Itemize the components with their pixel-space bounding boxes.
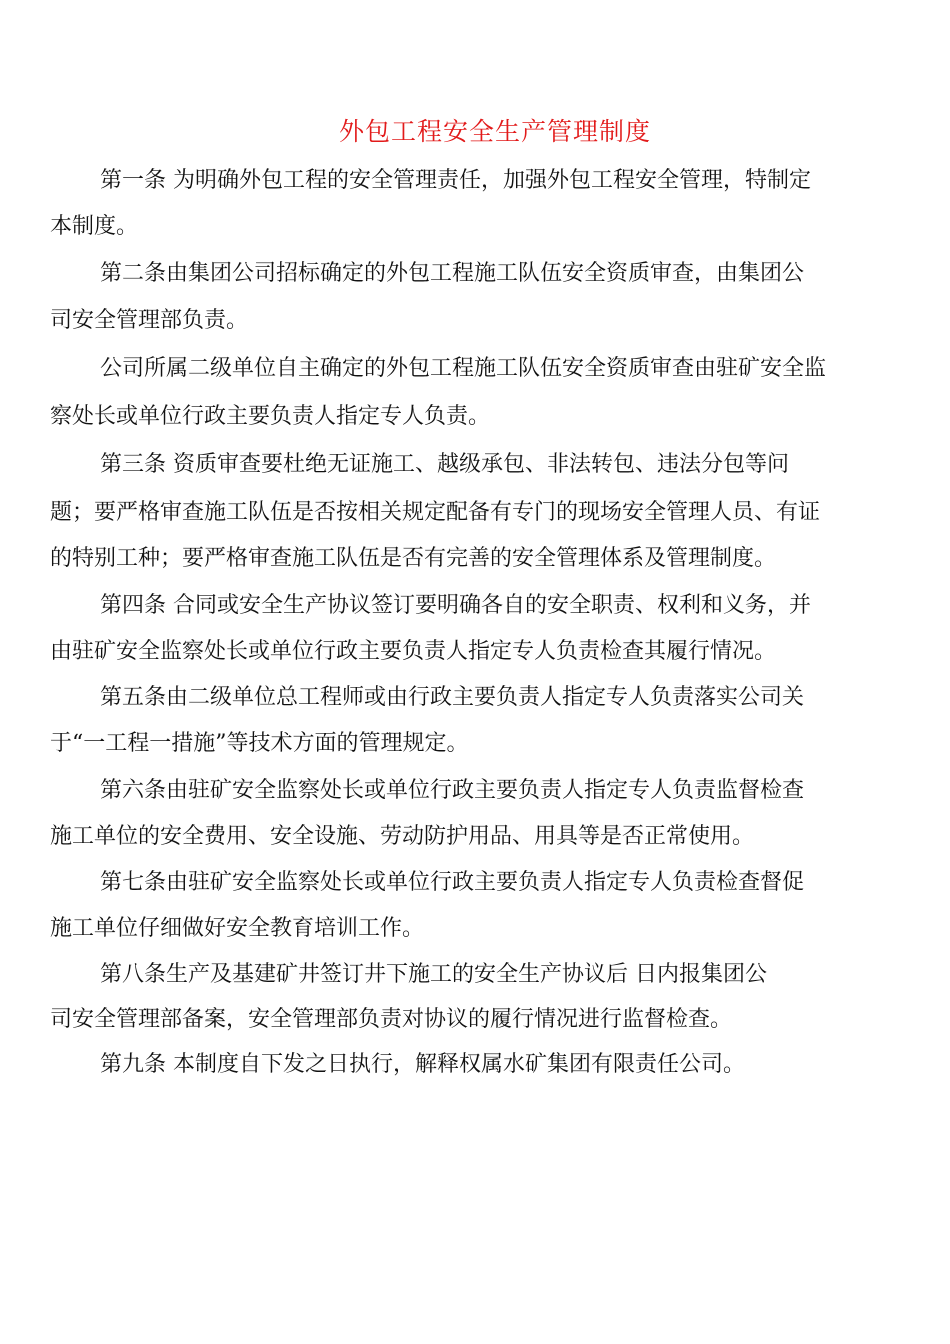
article-6-line-1: 第六条由驻矿安全监察处长或单位行政主要负责人指定专人负责监督检查 xyxy=(100,778,805,803)
article-1-line-2: 本制度。 xyxy=(50,214,139,239)
article-3-line-2: 题；要严格审查施工队伍是否按相关规定配备有专门的现场安全管理人员、有证 xyxy=(50,500,821,525)
article-8-line-2: 司安全管理部备案，安全管理部负责对协议的履行情况进行监督检查。 xyxy=(50,1007,733,1032)
article-5-line-2: 于“一工程一措施”等技术方面的管理规定。 xyxy=(50,731,469,756)
article-4-line-1: 第四条 合同或安全生产协议签订要明确各自的安全职责、权利和义务，并 xyxy=(100,593,811,618)
article-8-line-1: 第八条生产及基建矿井签订井下施工的安全生产协议后 日内报集团公 xyxy=(100,962,767,987)
article-2-line-2: 司安全管理部负责。 xyxy=(50,308,249,333)
article-3-line-1: 第三条 资质审查要杜绝无证施工、越级承包、非法转包、违法分包等问 xyxy=(100,452,789,477)
article-2-line-1: 第二条由集团公司招标确定的外包工程施工队伍安全资质审查，由集团公 xyxy=(100,261,805,286)
article-2-sub-line-1: 公司所属二级单位自主确定的外包工程施工队伍安全资质审查由驻矿安全监 xyxy=(100,356,827,381)
article-7-line-2: 施工单位仔细做好安全教育培训工作。 xyxy=(50,916,425,941)
article-1-line-1: 第一条 为明确外包工程的安全管理责任，加强外包工程安全管理，特制定 xyxy=(100,168,811,193)
article-9-line-1: 第九条 本制度自下发之日执行，解释权属水矿集团有限责任公司。 xyxy=(100,1052,745,1077)
article-7-line-1: 第七条由驻矿安全监察处长或单位行政主要负责人指定专人负责检查督促 xyxy=(100,870,805,895)
article-5-line-1: 第五条由二级单位总工程师或由行政主要负责人指定专人负责落实公司关 xyxy=(100,685,805,710)
article-2-sub-line-2: 察处长或单位行政主要负责人指定专人负责。 xyxy=(50,404,491,429)
article-6-line-2: 施工单位的安全费用、安全设施、劳动防护用品、用具等是否正常使用。 xyxy=(50,824,755,849)
article-3-line-3: 的特别工种；要严格审查施工队伍是否有完善的安全管理体系及管理制度。 xyxy=(50,546,777,571)
document-title: 外包工程安全生产管理制度 xyxy=(338,117,651,146)
article-4-line-2: 由驻矿安全监察处长或单位行政主要负责人指定专人负责检查其履行情况。 xyxy=(50,639,777,664)
